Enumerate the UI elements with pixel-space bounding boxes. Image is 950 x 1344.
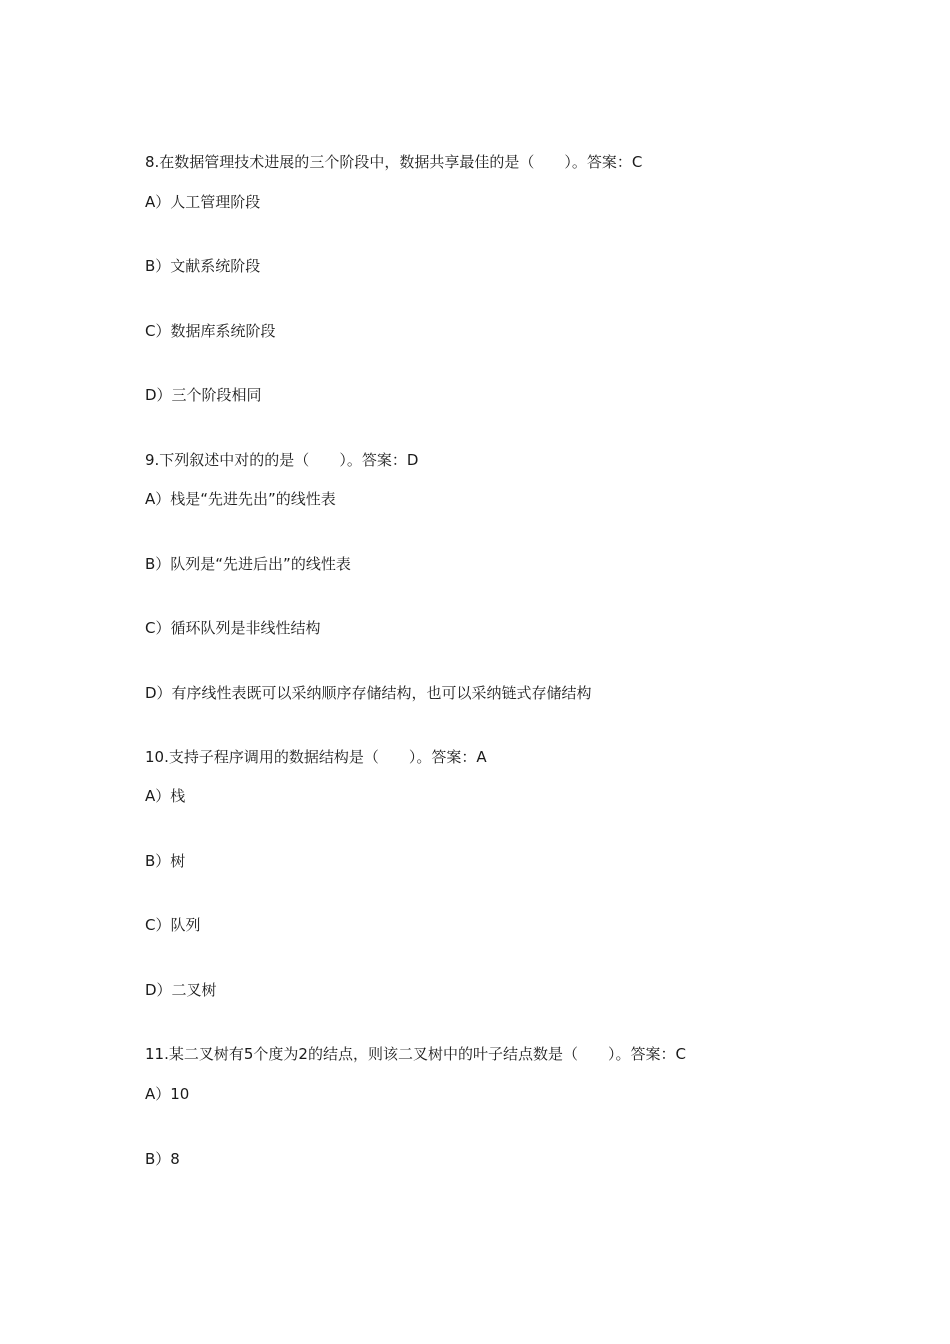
question-8-option-a: A）人工管理阶段	[145, 193, 261, 211]
question-8-option-b: B）文献系统阶段	[145, 257, 261, 275]
question-10-option-b: B）树	[145, 852, 186, 870]
question-9-option-b: B）队列是“先进后出”的线性表	[145, 555, 351, 573]
question-9-option-a: A）栈是“先进先出”的线性表	[145, 490, 336, 508]
question-8-option-d: D）三个阶段相同	[145, 386, 262, 404]
question-9-stem: 9.下列叙述中对的的是（ ）。答案：D	[145, 451, 419, 469]
question-9-option-c: C）循环队列是非线性结构	[145, 619, 321, 637]
question-10-option-c: C）队列	[145, 916, 201, 934]
question-8-option-c: C）数据库系统阶段	[145, 322, 276, 340]
question-10-option-a: A）栈	[145, 787, 186, 805]
question-11-option-a: A）10	[145, 1085, 190, 1103]
question-10-option-d: D）二叉树	[145, 981, 217, 999]
question-8-stem: 8.在数据管理技术进展的三个阶段中，数据共享最佳的是（ ）。答案：C	[145, 153, 643, 171]
question-10-stem: 10.支持子程序调用的数据结构是（ ）。答案：A	[145, 748, 487, 766]
question-11-option-b: B）8	[145, 1150, 180, 1168]
question-9-option-d: D）有序线性表既可以采纳顺序存储结构，也可以采纳链式存储结构	[145, 684, 592, 702]
question-11-stem: 11.某二叉树有5个度为2的结点，则该二叉树中的叶子结点数是（ ）。答案：C	[145, 1045, 686, 1063]
